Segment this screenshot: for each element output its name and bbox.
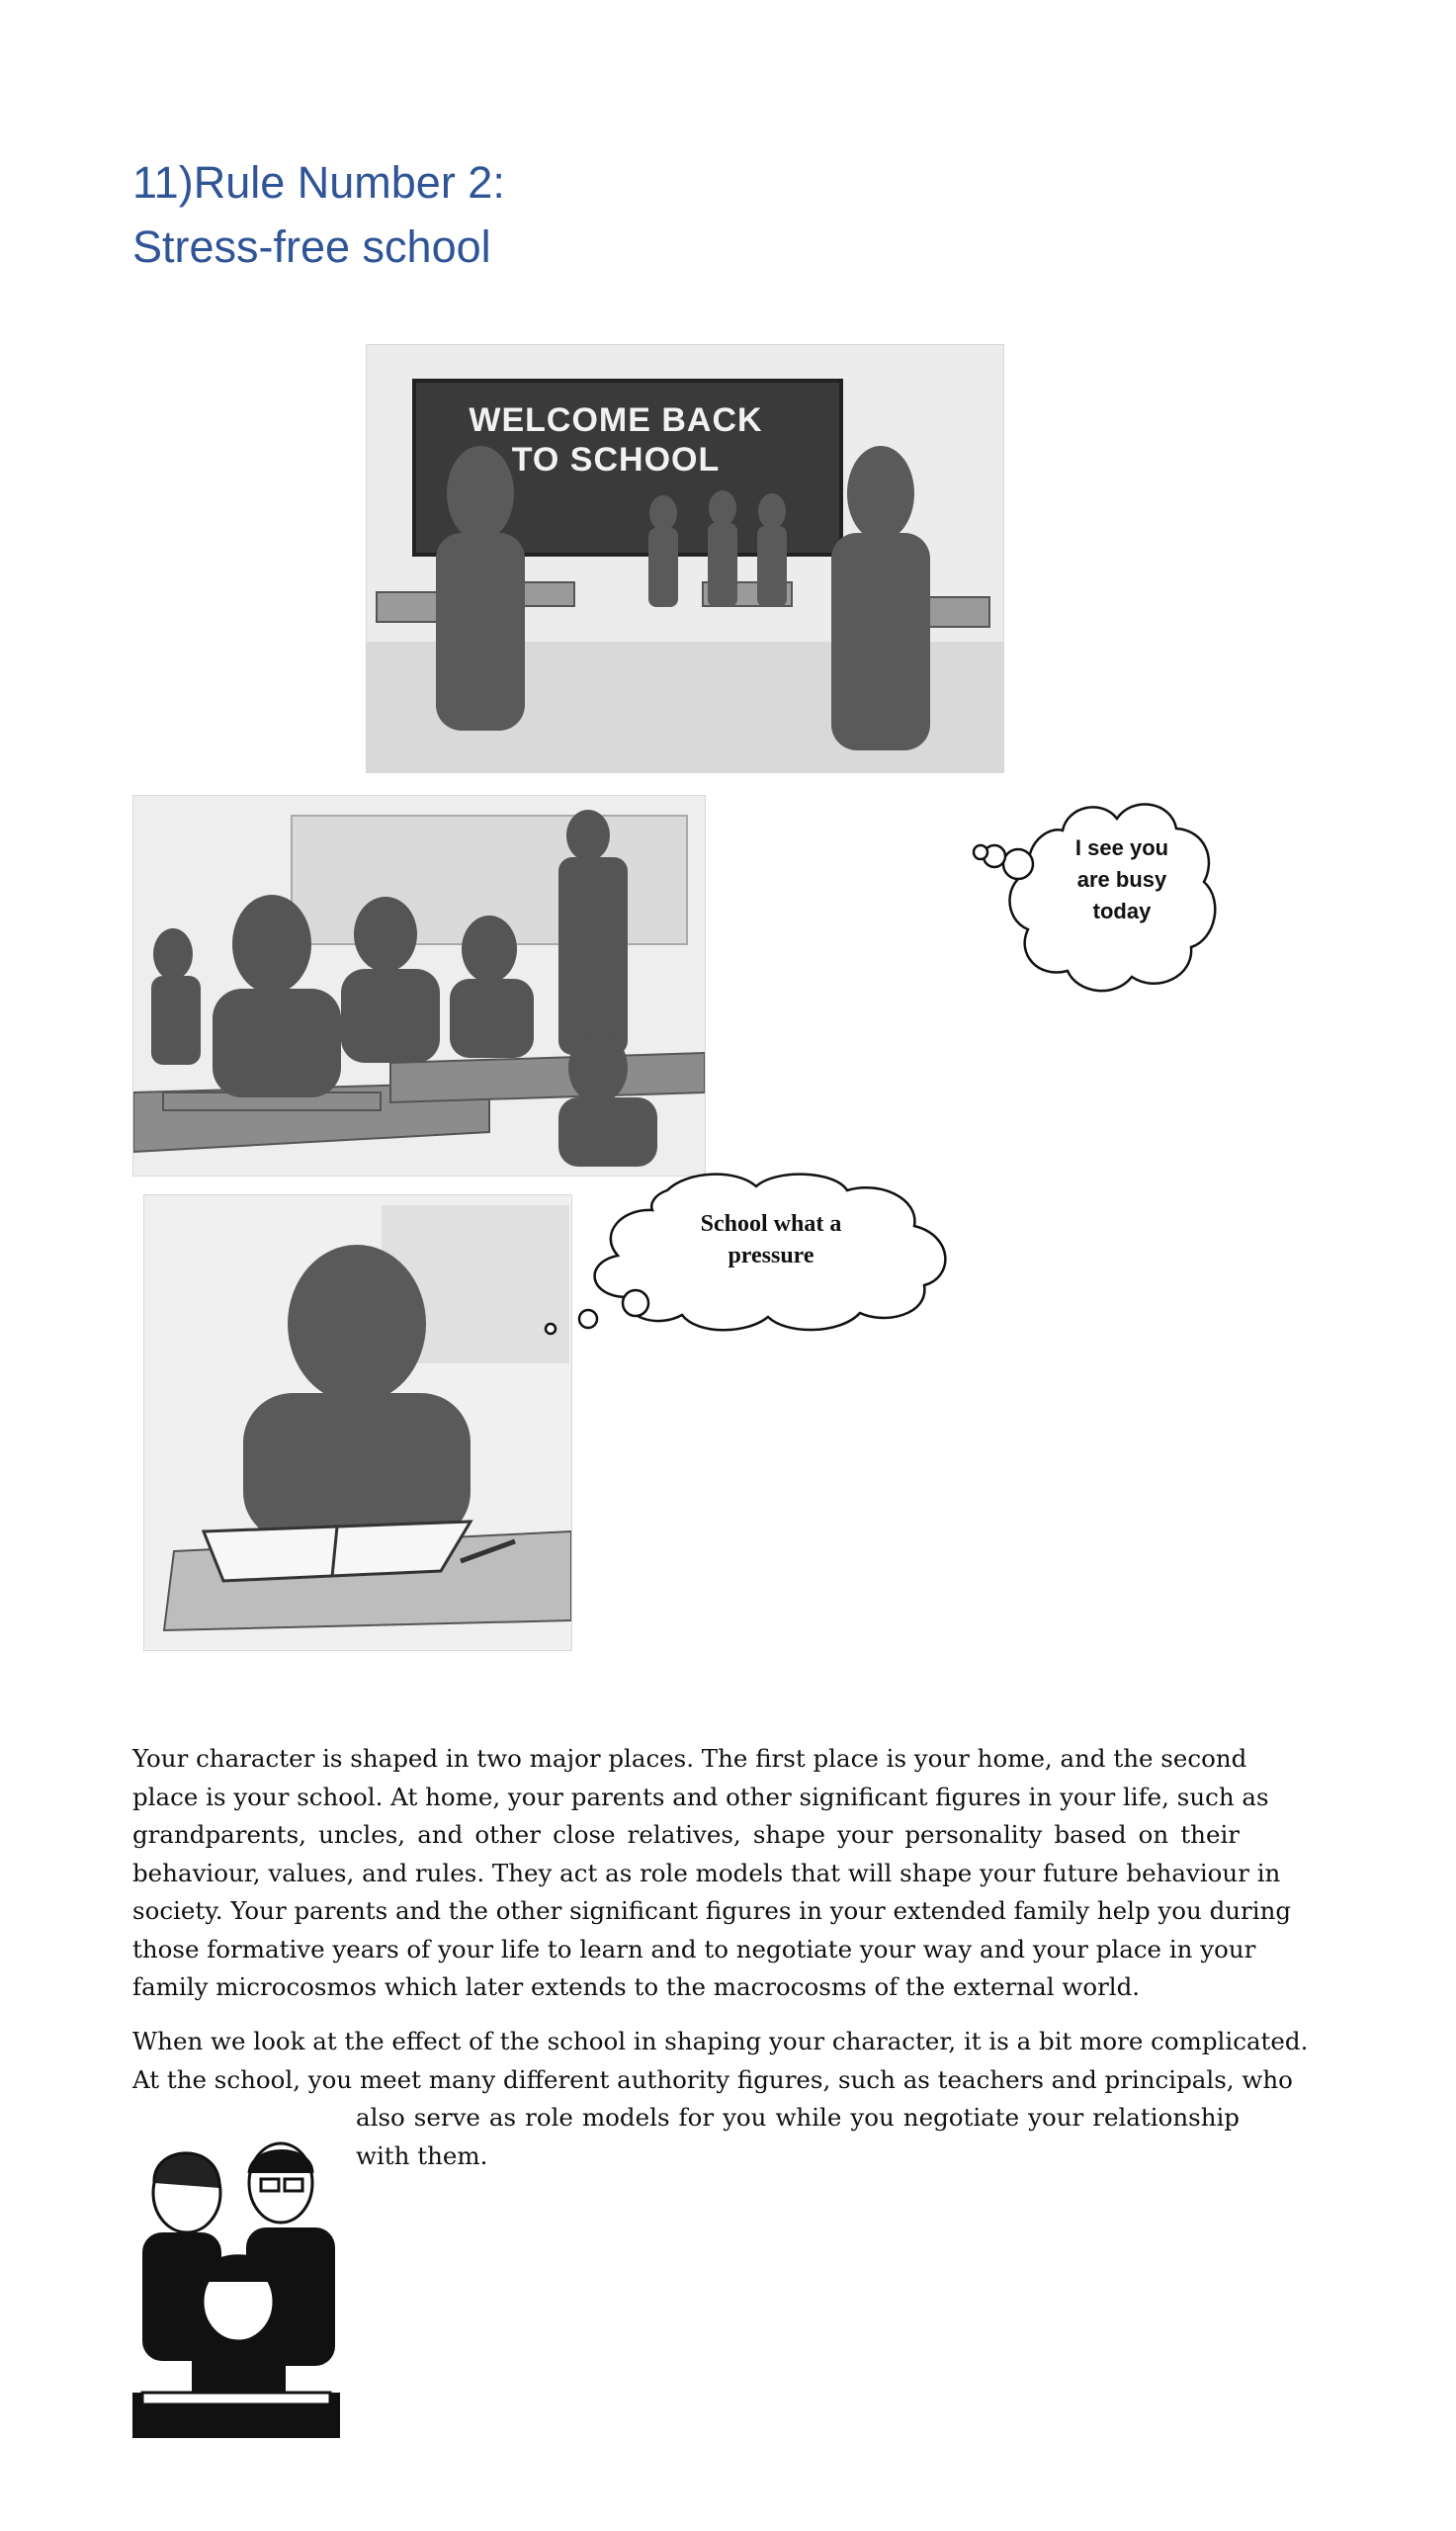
thought-bubble-teacher [969, 791, 1228, 999]
teacher-thought-line-3: today [1092, 899, 1152, 923]
student-thought-line-2: pressure [728, 1243, 814, 1268]
paragraph-1-line: grandparents, uncles, and other close relatives, shape your personality based on their [132, 1820, 1240, 1849]
paragraph-2-wrapped [356, 2099, 1240, 2175]
students-phones-drawing [133, 796, 705, 1176]
classroom-illustration [366, 344, 1004, 773]
title-line-1: 11)Rule Number 2: [132, 157, 505, 208]
paragraph-1-line: family microcosmos which later extends to the macrocosms of the external world. [132, 1972, 1141, 2001]
chalkboard-text [426, 400, 806, 480]
paragraph-1 [132, 1740, 1292, 2007]
paragraph-2-line: with them. [356, 2140, 488, 2170]
parents-child-drawing [132, 2134, 340, 2438]
paragraph-1-line: behaviour, values, and rules. They act as role models that will shape your future behaviour in [132, 1858, 1281, 1887]
students-phones-illustration [132, 795, 706, 1177]
paragraph-1-line: society. Your parents and the other significant figures in your extended family help you during [132, 1896, 1292, 1925]
student-thought-line-1: School what a [700, 1211, 842, 1237]
student-thought-text [647, 1208, 895, 1271]
thought-bubble-student [539, 1169, 974, 1333]
stressed-student-drawing [144, 1195, 571, 1650]
paragraph-2 [132, 2023, 1309, 2099]
paragraph-1-line: place is your school. At home, your parents and other significant figures in your life, such as [132, 1782, 1269, 1811]
parents-child-illustration [132, 2134, 340, 2438]
paragraph-2-line: also serve as role models for you while you negotiate your relationship [356, 2103, 1240, 2132]
paragraph-1-line: Your character is shaped in two major places. The first place is your home, and the second [132, 1744, 1247, 1773]
title-line-2: Stress-free school [132, 221, 491, 272]
teacher-thought-line-1: I see you [1074, 835, 1169, 860]
teacher-thought-text [1038, 832, 1206, 927]
teacher-thought-line-2: are busy [1076, 867, 1167, 892]
paragraph-2-line: When we look at the effect of the school in shaping your character, it is a bit more complicated. [132, 2027, 1309, 2055]
chalkboard-line-1: WELCOME BACK [469, 401, 763, 439]
chalkboard-line-2: TO SCHOOL [511, 441, 721, 479]
paragraph-1-line: those formative years of your life to learn and to negotiate your way and your place in your [132, 1934, 1256, 1964]
stressed-student-illustration [143, 1194, 572, 1651]
page-title [132, 150, 505, 279]
paragraph-2-line: At the school, you meet many different authority figures, such as teachers and principals, who [132, 2064, 1293, 2094]
